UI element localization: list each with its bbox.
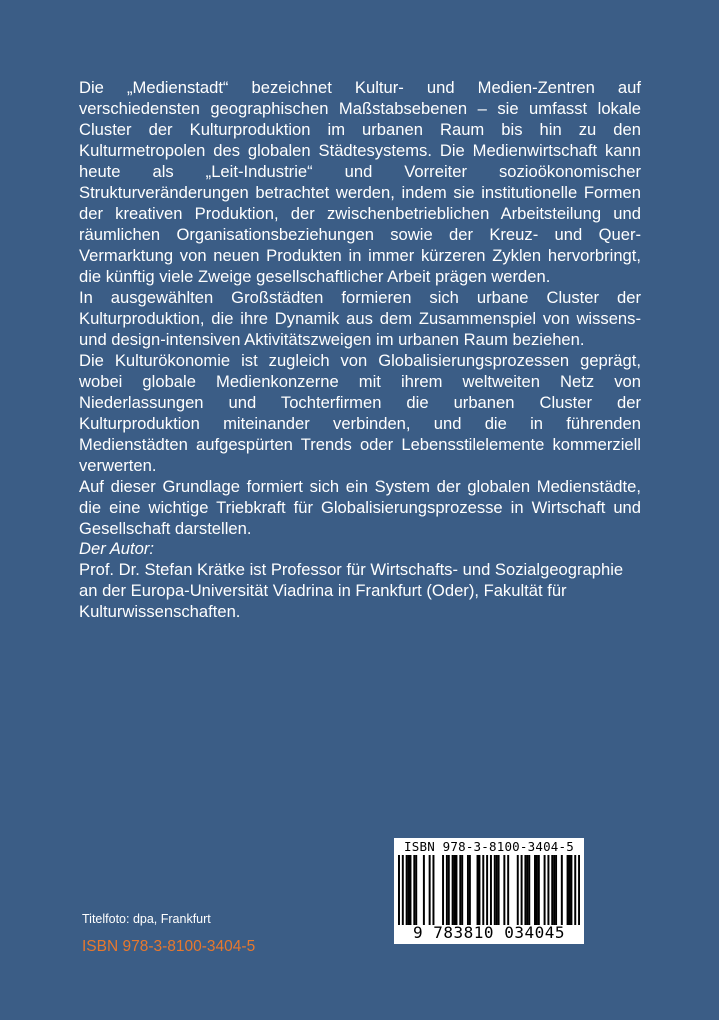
barcode-bar [507,855,509,925]
barcode-bar [486,855,488,925]
barcode-bar [459,855,461,925]
barcode-bar [567,855,569,925]
description-paragraph-4: Auf dieser Grundlage formiert sich ein System der globalen Medienstädte, die eine wichtige Triebkraft für Globalisierungsprozesse in Wirtschaft und Gesellschaft darstellen. [79,477,641,538]
barcode-bar [570,855,572,925]
barcode-bar [496,855,498,925]
photo-credit: Titelfoto: dpa, Frankfurt [82,912,211,926]
author-bio-text: Prof. Dr. Stefan Krätke ist Professor für Wirtschafts- und Sozialgeographie an der Europa-Universität Viadrina in Frankfurt (Oder), Fakultät für Kulturwissenschaften. [79,560,624,621]
barcode-bar [490,855,492,925]
isbn-label: ISBN 978-3-8100-3404-5 [82,938,256,955]
barcode-bar [524,855,526,925]
barcode-bar [503,855,505,925]
barcode-bar [538,855,540,925]
barcode-bar [461,855,463,925]
barcode-bar [446,855,448,925]
barcode-bar [528,855,530,925]
description-paragraph-1: Die „Medienstadt“ bezeichnet Kultur- und Medien-Zentren auf verschiedensten geographischen Maßstabsebenen – sie umfasst lokale Cluster der Kulturproduktion im urbanen Raum bis hin zu den Kulturmetropolen des globalen Städtesystems. Die Medienwirtschaft kann heute als „Leit-Industrie“ und Vorreiter sozioökonomischer Strukturveränderungen betrachtet werden, indem sie institutionelle Formen der kreativen Produktion, der zwischenbetrieblichen Arbeitsteilung und räumlichen Organisationsbeziehungen sowie der Kreuz- und Quer-Vermarktung von neuen Produkten in immer kürzeren Zyklen hervorbringt, die künftig viele Zweige gesellschaftlicher Arbeit prägen werden. [79,78,641,286]
description-paragraph-2: In ausgewählten Großstädten formieren sich urbane Cluster der Kulturproduktion, die ihre Dynamik aus dem Zusammenspiel von wissens- und design-intensiven Aktivitätszweigen im urbanen Raum beziehen. [79,288,641,349]
barcode-bar [408,855,410,925]
description-paragraph-3: Die Kulturökonomie ist zugleich von Globalisierungsprozessen geprägt, wobei globale Medienkonzerne mit ihrem weltweiten Netz von Niederlassungen und Tochterfirmen die urbanen Cluster der Kulturproduktion miteinander verbinden, und die in führenden Medienstädten aufgespürten Trends oder Lebensstilelemente kommerziell verwerten. [79,351,641,475]
barcode-bar [409,855,411,925]
barcode-bars [398,855,580,925]
barcode-bar [452,855,454,925]
barcode-bar [415,855,417,925]
barcode-bar [578,855,580,925]
barcode-bar [413,855,415,925]
barcode-bar [423,855,425,925]
barcode-bar [494,855,496,925]
barcode-bar [526,855,528,925]
barcode-bar [547,855,549,925]
barcode-bar [478,855,480,925]
barcode-bar [477,855,479,925]
barcode-bar [574,855,576,925]
barcode-bar [482,855,484,925]
barcode-bar [467,855,469,925]
barcode-bar [555,855,557,925]
barcode-bar [469,855,471,925]
barcode-bar [398,855,400,925]
barcode-bar [402,855,404,925]
barcode-bar [521,855,523,925]
author-heading: Der Autor: [79,539,155,558]
barcode-bar [536,855,538,925]
barcode-bar [432,855,434,925]
barcode-bar [429,855,431,925]
barcode [394,838,584,944]
barcode-bar [498,855,500,925]
barcode-bar [551,855,553,925]
barcode-bar [454,855,456,925]
barcode-bar [544,855,546,925]
barcode-bar [442,855,444,925]
barcode-bar [455,855,457,925]
barcode-bar [534,855,536,925]
barcode-bar [406,855,408,925]
barcode-bar [517,855,519,925]
author-bio [79,559,641,622]
barcode-bar [553,855,555,925]
back-cover-description [79,77,641,539]
barcode-bar [561,855,563,925]
barcode-isbn-label: ISBN 978-3-8100-3404-5 [404,839,574,854]
barcode-digits: 9 783810 034045 [413,923,565,942]
barcode-bar [569,855,571,925]
barcode-bar [448,855,450,925]
